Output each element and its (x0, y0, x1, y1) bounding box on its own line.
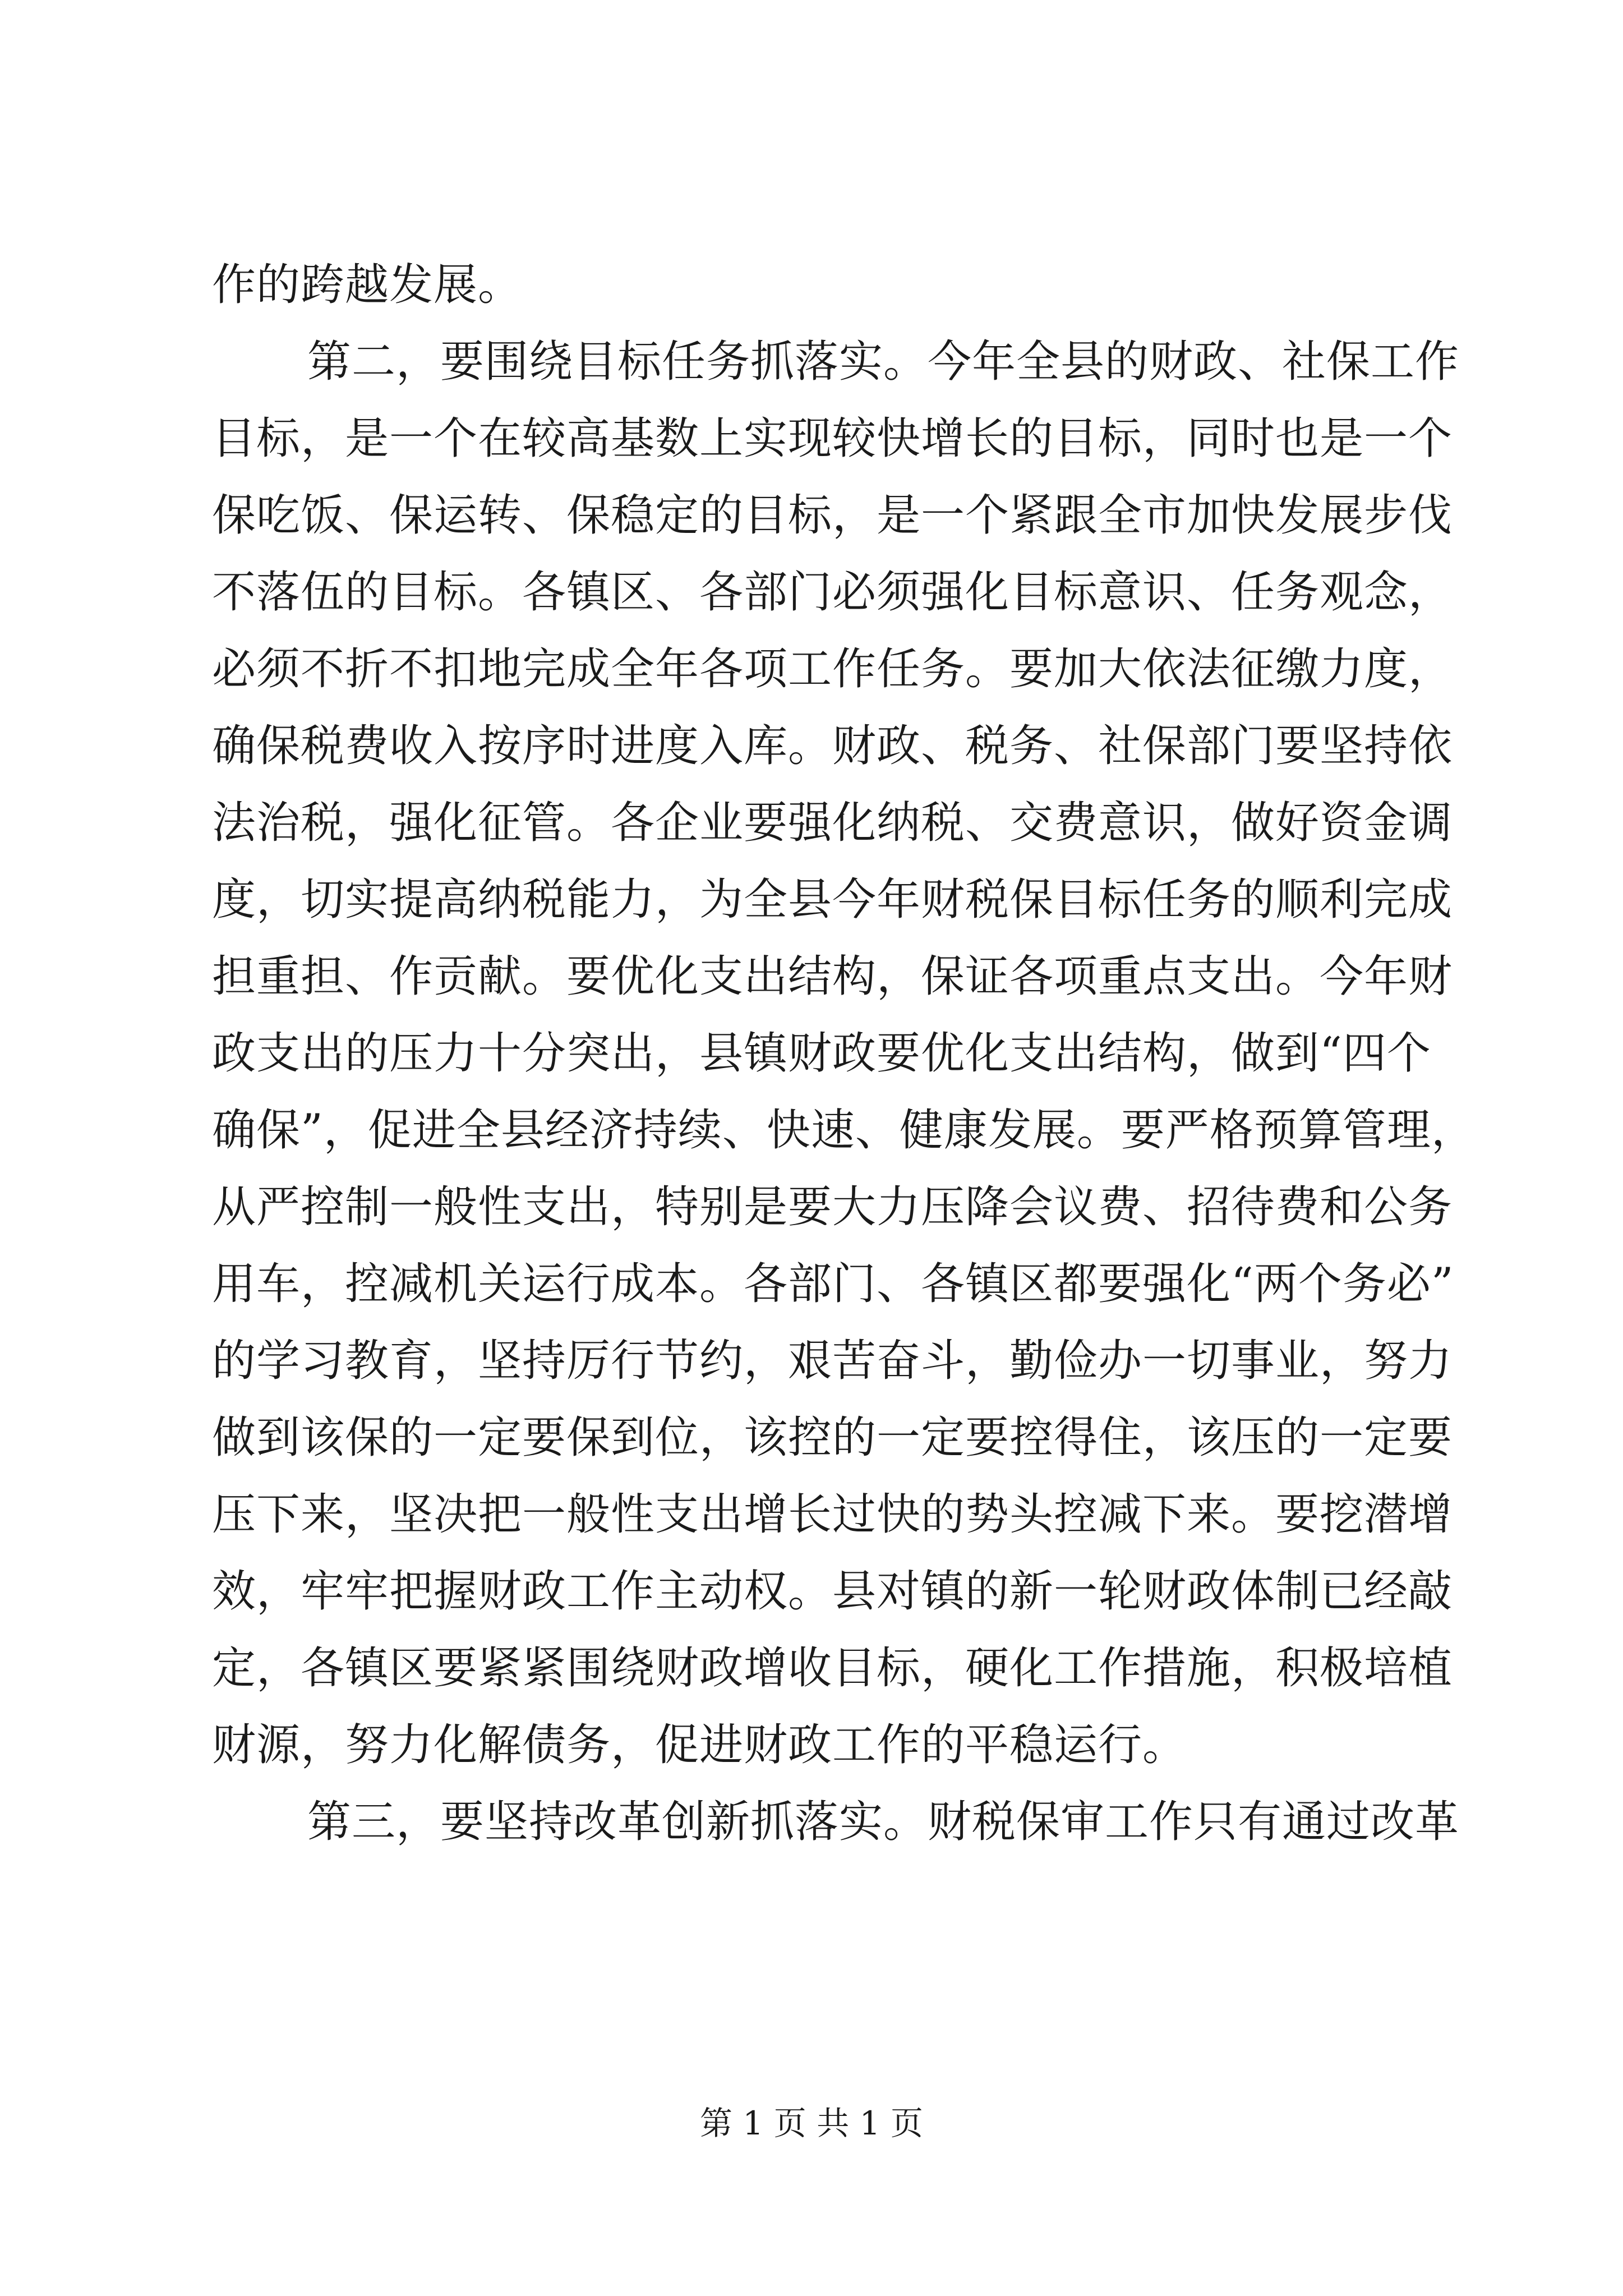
paragraph-line: 法治税，强化征管。各企业要强化纳税、交费意识，做好资金调 (212, 798, 1453, 848)
paragraph-line: 用车，控减机关运行成本。各部门、各镇区都要强化“两个务必” (212, 1259, 1454, 1309)
paragraph-line: 效，牢牢把握财政工作主动权。县对镇的新一轮财政体制已经敲 (212, 1566, 1453, 1617)
paragraph-line: 保吃饭、保运转、保稳定的目标，是一个紧跟全市加快发展步伐 (212, 490, 1453, 541)
document-body (212, 247, 1476, 1861)
paragraph-line: 目标，是一个在较高基数上实现较快增长的目标，同时也是一个 (212, 413, 1453, 464)
paragraph-line: 政支出的压力十分突出，县镇财政要优化支出结构，做到“四个 (212, 1028, 1431, 1079)
paragraph-line: 担重担、作贡献。要优化支出结构，保证各项重点支出。今年财 (212, 951, 1453, 1002)
paragraph-line: 压下来，坚决把一般性支出增长过快的势头控减下来。要挖潜增 (212, 1489, 1453, 1540)
paragraph-line: 定，各镇区要紧紧围绕财政增收目标，硬化工作措施，积极培植 (212, 1643, 1453, 1694)
paragraph-line: 不落伍的目标。各镇区、各部门必须强化目标意识、任务观念， (212, 567, 1453, 618)
page-number-label: 第 1 页 共 1 页 (700, 2104, 923, 2142)
paragraph-line: 从严控制一般性支出，特别是要大力压降会议费、招待费和公务 (212, 1182, 1453, 1232)
paragraph-line: 度，切实提高纳税能力，为全县今年财税保目标任务的顺利完成 (212, 875, 1453, 925)
paragraph-line: 财源，努力化解债务，促进财政工作的平稳运行。 (212, 1720, 1187, 1770)
paragraph-line: 必须不折不扣地完成全年各项工作任务。要加大依法征缴力度， (212, 644, 1453, 694)
paragraph-line: 第三，要坚持改革创新抓落实。财税保审工作只有通过改革 (307, 1797, 1460, 1847)
paragraph-line: 做到该保的一定要保到位，该控的一定要控得住，该压的一定要 (212, 1412, 1453, 1463)
page-footer (0, 2101, 1623, 2146)
paragraph-line: 的学习教育，坚持厉行节约，艰苦奋斗，勤俭办一切事业，努力 (212, 1336, 1453, 1386)
paragraph-line: 第二，要围绕目标任务抓落实。今年全县的财政、社保工作 (307, 337, 1460, 387)
paragraph-line: 作的跨越发展。 (212, 260, 523, 310)
paragraph-line: 确保”，促进全县经济持续、快速、健康发展。要严格预算管理， (212, 1105, 1476, 1156)
paragraph-line: 确保税费收入按序时进度入库。财政、税务、社保部门要坚持依 (212, 721, 1453, 771)
